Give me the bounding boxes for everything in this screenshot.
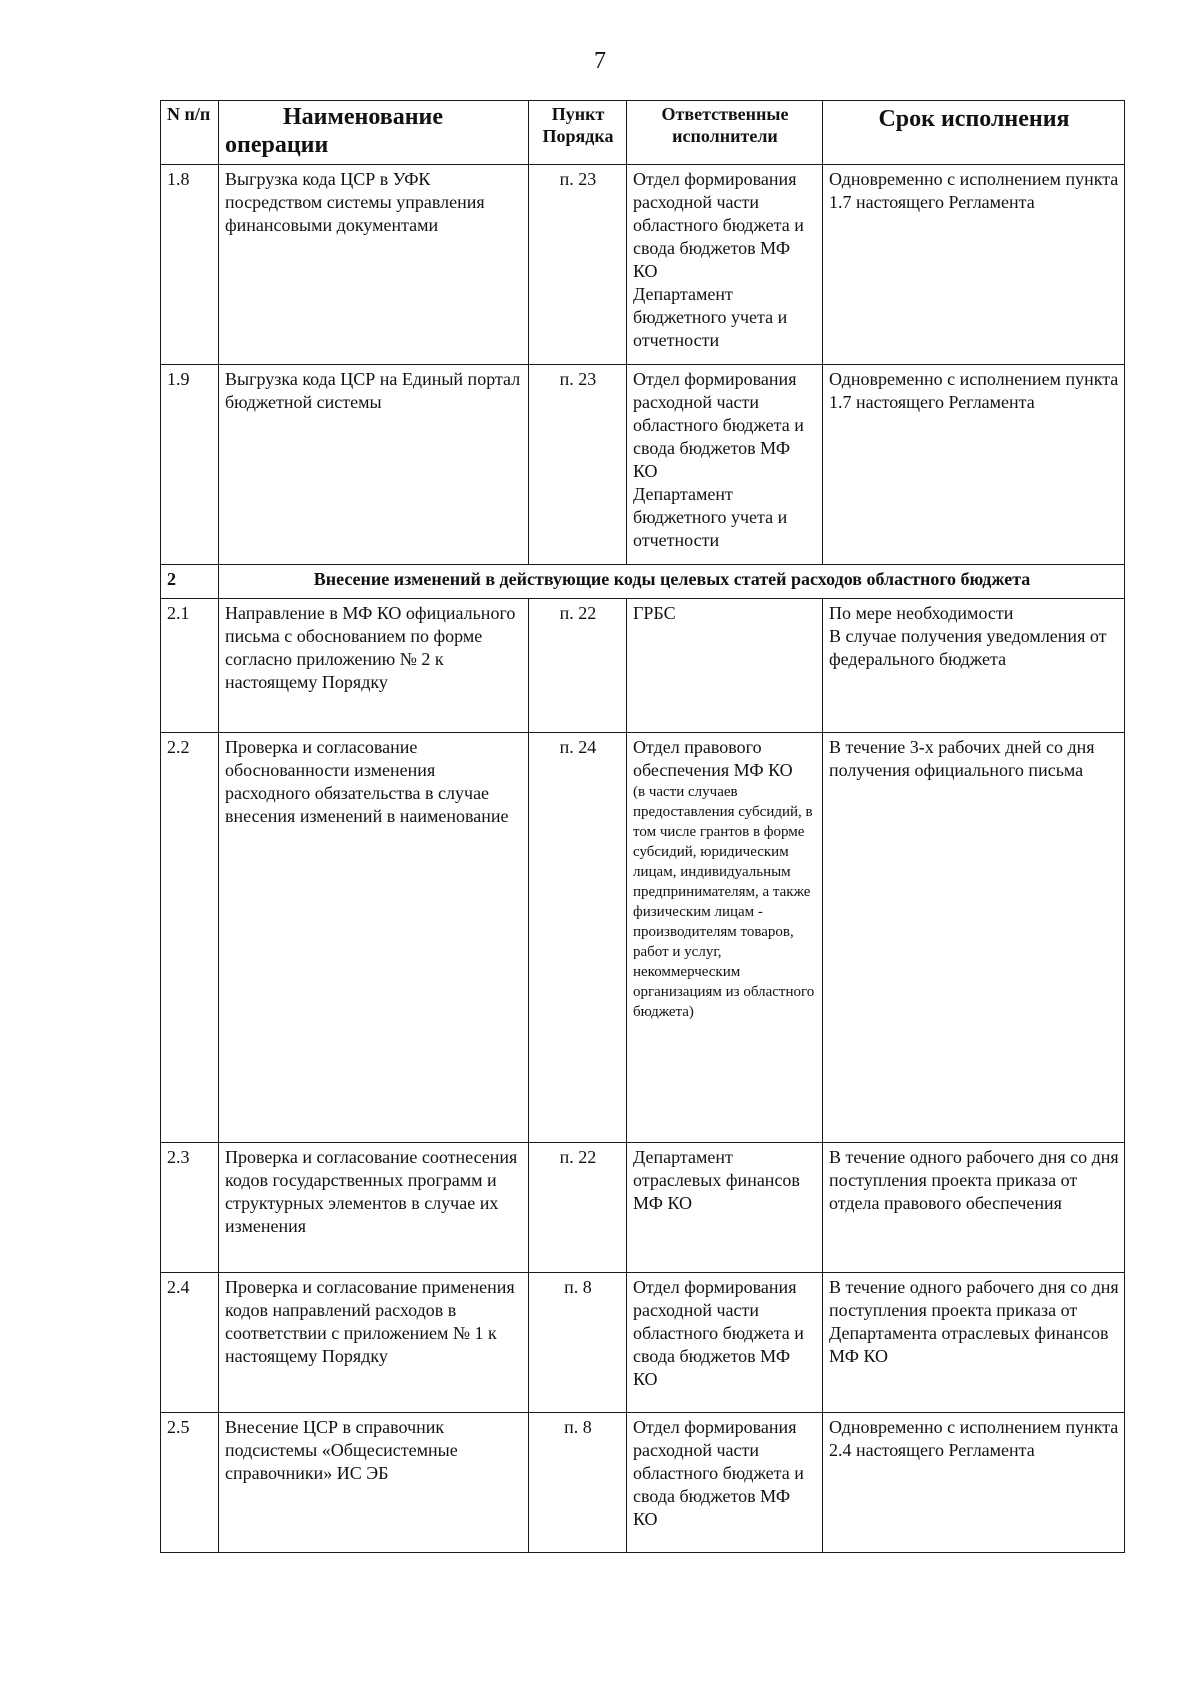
section-row bbox=[161, 565, 1125, 599]
row-name: Выгрузка кода ЦСР в УФК посредством системы управления финансовыми документами bbox=[219, 165, 529, 365]
header-responsible: Ответственные исполнители bbox=[627, 101, 823, 165]
row-name: Проверка и согласование применения кодов направлений расходов в соответствии с приложением № 1 к настоящему Порядку bbox=[219, 1273, 529, 1413]
table-row bbox=[161, 1273, 1125, 1413]
row-num: 2.2 bbox=[161, 733, 219, 1143]
table-row bbox=[161, 733, 1125, 1143]
header-name-line2: операции bbox=[225, 132, 329, 158]
row-responsible: Отдел формирования расходной части областного бюджета и свода бюджетов МФ КО bbox=[627, 1273, 823, 1413]
header-name bbox=[219, 101, 529, 165]
row-term: В течение одного рабочего дня со дня поступления проекта приказа от Департамента отраслевых финансов МФ КО bbox=[823, 1273, 1125, 1413]
responsible-secondary: Департамент бюджетного учета и отчетности bbox=[633, 284, 788, 350]
row-point: п. 8 bbox=[529, 1413, 627, 1553]
row-responsible: Департамент отраслевых финансов МФ КО bbox=[627, 1143, 823, 1273]
row-num: 2.4 bbox=[161, 1273, 219, 1413]
row-term: Одновременно с исполнением пункта 2.4 настоящего Регламента bbox=[823, 1413, 1125, 1553]
term-secondary: В случае получения уведомления от федерального бюджета bbox=[829, 626, 1107, 669]
row-name: Выгрузка кода ЦСР на Единый портал бюджетной системы bbox=[219, 365, 529, 565]
header-name-line1: Наименование bbox=[283, 104, 443, 130]
table-row bbox=[161, 599, 1125, 733]
row-point: п. 22 bbox=[529, 1143, 627, 1273]
row-name: Направление в МФ КО официального письма с обоснованием по форме согласно приложению № 2 к настоящему Порядку bbox=[219, 599, 529, 733]
row-num: 2.3 bbox=[161, 1143, 219, 1273]
row-num: 2.5 bbox=[161, 1413, 219, 1553]
responsible-primary: Отдел формирования расходной части областного бюджета и свода бюджетов МФ КО bbox=[633, 169, 804, 281]
responsible-note: (в части случаев предоставления субсидий, в том числе грантов в форме субсидий, юридическим лицам, индивидуальным предпринимателям, а также физическим лицам - производителям товаров, работ и услуг, некоммерческим организациям из областного бюджета) bbox=[633, 784, 815, 1020]
table-row bbox=[161, 1413, 1125, 1553]
row-num: 1.8 bbox=[161, 165, 219, 365]
row-term: В течение 3-х рабочих дней со дня получения официального письма bbox=[823, 733, 1125, 1143]
header-term: Срок исполнения bbox=[823, 101, 1125, 165]
row-name: Проверка и согласование соотнесения кодов государственных программ и структурных элементов в случае их изменения bbox=[219, 1143, 529, 1273]
section-num: 2 bbox=[161, 565, 219, 599]
page-number: 7 bbox=[594, 48, 606, 74]
row-responsible: ГРБС bbox=[627, 599, 823, 733]
row-responsible bbox=[627, 365, 823, 565]
row-point: п. 22 bbox=[529, 599, 627, 733]
row-responsible bbox=[627, 165, 823, 365]
row-point: п. 23 bbox=[529, 165, 627, 365]
row-term: В течение одного рабочего дня со дня поступления проекта приказа от отдела правового обеспечения bbox=[823, 1143, 1125, 1273]
row-responsible: Отдел формирования расходной части областного бюджета и свода бюджетов МФ КО bbox=[627, 1413, 823, 1553]
responsible-secondary: Департамент бюджетного учета и отчетности bbox=[633, 484, 788, 550]
row-term bbox=[823, 599, 1125, 733]
row-term: Одновременно с исполнением пункта 1.7 настоящего Регламента bbox=[823, 165, 1125, 365]
row-point: п. 8 bbox=[529, 1273, 627, 1413]
row-name: Проверка и согласование обоснованности изменения расходного обязательства в случае внесения изменений в наименование bbox=[219, 733, 529, 1143]
row-point: п. 24 bbox=[529, 733, 627, 1143]
table-row bbox=[161, 165, 1125, 365]
row-num: 1.9 bbox=[161, 365, 219, 565]
row-num: 2.1 bbox=[161, 599, 219, 733]
term-primary: По мере необходимости bbox=[829, 603, 1014, 623]
row-point: п. 23 bbox=[529, 365, 627, 565]
row-term: Одновременно с исполнением пункта 1.7 настоящего Регламента bbox=[823, 365, 1125, 565]
table-header-row bbox=[161, 101, 1125, 165]
section-title: Внесение изменений в действующие коды целевых статей расходов областного бюджета bbox=[219, 565, 1125, 599]
table-row bbox=[161, 1143, 1125, 1273]
header-point: Пункт Порядка bbox=[529, 101, 627, 165]
responsible-primary: Отдел формирования расходной части областного бюджета и свода бюджетов МФ КО bbox=[633, 369, 804, 481]
row-name: Внесение ЦСР в справочник подсистемы «Общесистемные справочники» ИС ЭБ bbox=[219, 1413, 529, 1553]
table-row bbox=[161, 365, 1125, 565]
header-num: N п/п bbox=[161, 101, 219, 165]
operations-table bbox=[160, 100, 1125, 1553]
row-responsible bbox=[627, 733, 823, 1143]
responsible-primary: Отдел правового обеспечения МФ КО bbox=[633, 737, 793, 780]
